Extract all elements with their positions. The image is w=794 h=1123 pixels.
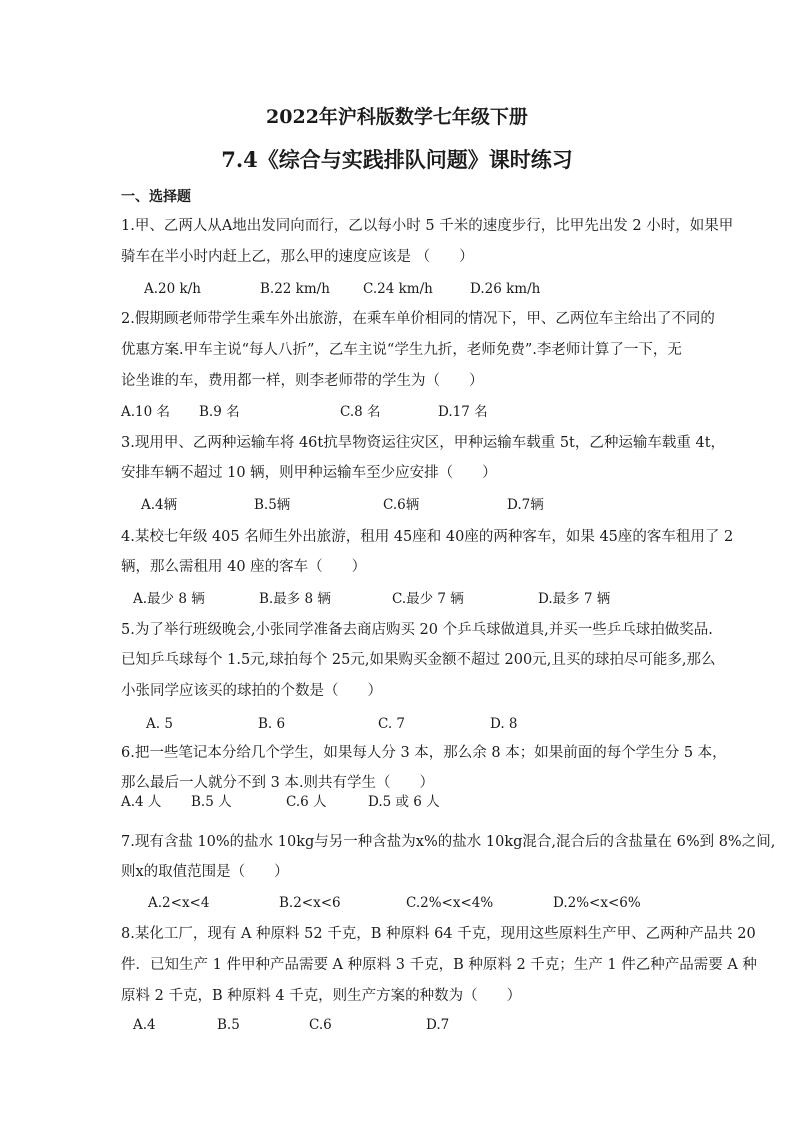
option-a[interactable]: A.20 k/h (144, 281, 201, 297)
question-6-line-1: 6.把一些笔记本分给几个学生，如果每人分 3 本，那么余 8 本；如果前面的每个学生分 5 本， (121, 745, 727, 761)
option-c[interactable]: C.2%<x<4% (406, 895, 494, 911)
question-3-line-2: 安排车辆不超过 10 辆，则甲种运输车至少应安排（ ） (121, 465, 497, 481)
option-d[interactable]: D.7 (426, 1017, 450, 1033)
option-a[interactable]: A.10 名 (121, 404, 171, 420)
option-c[interactable]: C.8 名 (340, 404, 381, 420)
option-c[interactable]: C. 7 (378, 716, 406, 732)
option-d[interactable]: D.7辆 (507, 497, 544, 513)
section-heading: 一、选择题 (121, 189, 191, 205)
question-7-line-1: 7.现有含盐 10%的盐水 10kg与另一种含盐为x%的盐水 10kg混合,混合后的含盐量在 6%到 8%之间, (121, 834, 776, 850)
option-b[interactable]: B.5 (217, 1017, 240, 1033)
question-4-line-2: 辆，那么需租用 40 座的客车（ ） (121, 559, 367, 575)
question-2-line-2: 优惠方案.甲车主说“每人八折”，乙车主说“学生九折，老师免费”.李老师计算了一下，无 (121, 342, 682, 358)
option-d[interactable]: D.17 名 (438, 404, 488, 420)
option-b[interactable]: B.22 km/h (260, 281, 330, 297)
option-c[interactable]: C.最少 7 辆 (392, 591, 464, 607)
option-d[interactable]: D. 8 (490, 716, 518, 732)
option-c[interactable]: C.24 km/h (363, 281, 433, 297)
option-c[interactable]: C.6 人 (286, 794, 327, 810)
option-b[interactable]: B.5辆 (254, 497, 291, 513)
option-b[interactable]: B.2<x<6 (279, 895, 341, 911)
option-d[interactable]: D.2%<x<6% (553, 895, 641, 911)
question-8-line-2: 件．已知生产 1 件甲种产品需要 A 种原料 3 千克，B 种原料 2 千克；生产 1 件乙种产品需要 A 种 (121, 957, 757, 973)
question-1-line-2: 骑车在半小时内赶上乙，那么甲的速度应该是 （ ） (121, 249, 474, 265)
document-subtitle: 7.4《综合与实践排队问题》课时练习 (221, 147, 573, 172)
option-a[interactable]: A.最少 8 辆 (133, 591, 205, 607)
question-8-line-1: 8.某化工厂，现有 A 种原料 52 千克，B 种原料 64 千克，现用这些原料生产甲、乙两种产品共 20 (121, 926, 756, 942)
option-b[interactable]: B.5 人 (191, 794, 232, 810)
option-a[interactable]: A. 5 (146, 716, 173, 732)
option-b[interactable]: B.9 名 (199, 404, 240, 420)
question-5-line-2: 已知乒乓球每个 1.5元,球拍每个 25元,如果购买金额不超过 200元,且买的球拍尽可能多,那么 (121, 652, 716, 668)
question-2-line-1: 2.假期顾老师带学生乘车外出旅游，在乘车单价相同的情况下，甲、乙两位车主给出了不同的 (121, 311, 715, 327)
option-b[interactable]: B.最多 8 辆 (259, 591, 331, 607)
question-5-line-3: 小张同学应该买的球拍的个数是（ ） (121, 683, 382, 699)
option-b[interactable]: B. 6 (258, 716, 286, 732)
option-d[interactable]: D.26 km/h (470, 281, 541, 297)
option-a[interactable]: A.2<x<4 (148, 895, 210, 911)
option-d[interactable]: D.最多 7 辆 (538, 591, 611, 607)
option-c[interactable]: C.6辆 (383, 497, 420, 513)
option-a[interactable]: A.4 (133, 1017, 156, 1033)
document-title: 2022年沪科版数学七年级下册 (266, 106, 528, 128)
option-a[interactable]: A.4辆 (141, 497, 178, 513)
question-4-line-1: 4.某校七年级 405 名师生外出旅游，租用 45座和 40座的两种客车，如果 45座的客车租用了 2 (121, 529, 734, 545)
question-1-line-1: 1.甲、乙两人从A地出发同向而行，乙以每小时 5 千米的速度步行，比甲先出发 2 小时，如果甲 (121, 218, 734, 234)
question-3-line-1: 3.现用甲、乙两种运输车将 46t抗旱物资运往灾区，甲种运输车载重 5t，乙种运输车载重 4t， (121, 435, 726, 451)
option-c[interactable]: C.6 (309, 1017, 332, 1033)
question-6-line-2: 那么最后一人就分不到 3 本.则共有学生（ ） (121, 775, 435, 791)
question-7-line-2: 则x的取值范围是（ ） (121, 864, 289, 880)
option-a[interactable]: A.4 人 (121, 794, 162, 810)
question-2-line-3: 论坐谁的车，费用都一样，则李老师带的学生为（ ） (121, 373, 484, 389)
question-8-line-3: 原料 2 千克，B 种原料 4 千克，则生产方案的种数为（ ） (121, 988, 522, 1004)
question-5-line-1: 5.为了举行班级晚会,小张同学准备去商店购买 20 个乒乓球做道具,并买一些乒乓球拍做奖品. (121, 622, 713, 638)
option-d[interactable]: D.5 或 6 人 (368, 794, 440, 810)
